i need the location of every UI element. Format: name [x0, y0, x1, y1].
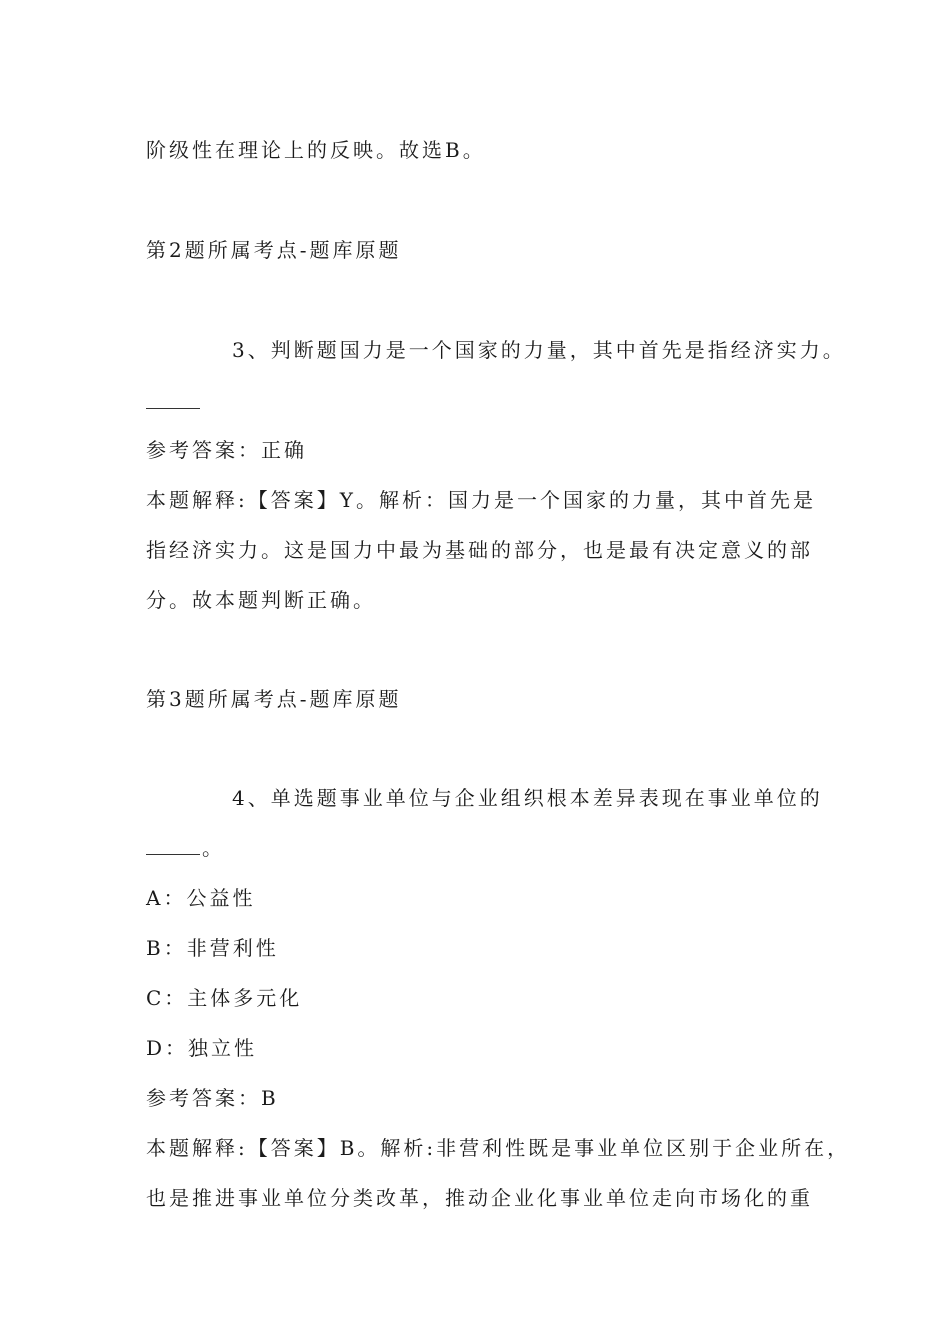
- q3-explanation-line-1: 本题解释:【答案】Y。解析：国力是一个国家的力量，其中首先是: [146, 488, 816, 512]
- q4-option-c: C：主体多元化: [146, 986, 303, 1010]
- q3-reference-answer: 参考答案：正确: [146, 438, 307, 462]
- q4-stem-end-punct: 。: [202, 836, 225, 860]
- q4-option-b: B：非营利性: [146, 936, 279, 960]
- q4-reference-answer: 参考答案：B: [146, 1086, 279, 1110]
- continuation-text: 阶级性在理论上的反映。故选B。: [146, 138, 486, 162]
- q4-option-a: A：公益性: [146, 886, 256, 910]
- q4-option-d: D：独立性: [146, 1036, 258, 1060]
- q2-point-label: 第2题所属考点-题库原题: [146, 238, 402, 262]
- q4-explanation-line-2: 也是推进事业单位分类改革，推动企业化事业单位走向市场化的重: [146, 1186, 813, 1210]
- q3-explanation-line-2: 指经济实力。这是国力中最为基础的部分，也是最有决定意义的部: [146, 538, 813, 562]
- q3-answer-blank: [146, 408, 200, 409]
- q4-answer-blank: [146, 838, 200, 855]
- q3-stem: 3、判断题国力是一个国家的力量，其中首先是指经济实力。: [232, 338, 846, 362]
- q4-stem-end: [146, 834, 225, 862]
- q3-point-label: 第3题所属考点-题库原题: [146, 687, 402, 711]
- q4-stem: 4、单选题事业单位与企业组织根本差异表现在事业单位的: [232, 786, 823, 810]
- q4-explanation-line-1: 本题解释:【答案】B。解析:非营利性既是事业单位区别于企业所在，: [146, 1136, 851, 1160]
- q3-explanation-line-3: 分。故本题判断正确。: [146, 588, 376, 612]
